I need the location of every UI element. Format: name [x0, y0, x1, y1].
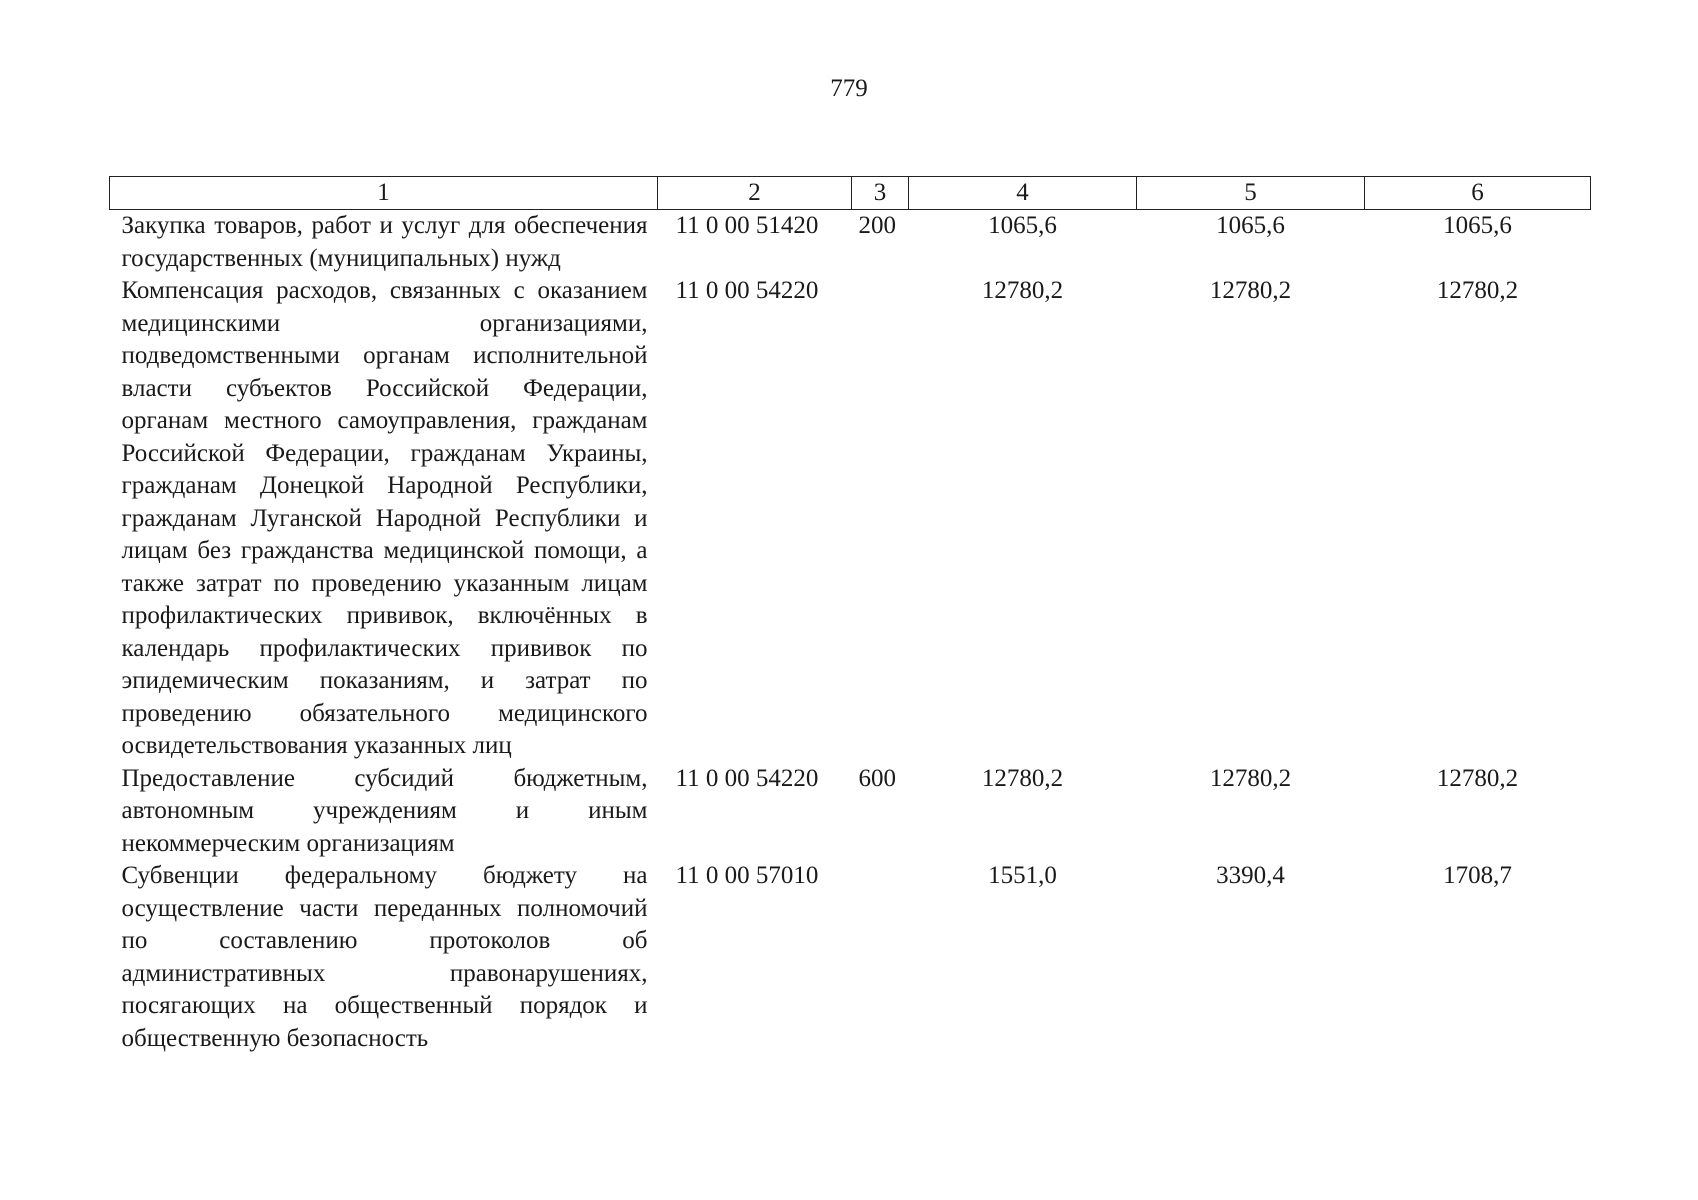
row-value-col4: 12780,2	[981, 277, 1064, 304]
page-number: 779	[830, 75, 868, 102]
table-row	[110, 210, 1591, 276]
row-expense-type: 600	[858, 764, 896, 792]
row-name: Закупка товаров, работ и услуг для обеспечения государственных (муниципальных) нужд	[121, 212, 648, 272]
row-expense-type	[852, 860, 909, 1055]
table-row	[110, 763, 1591, 861]
row-name: Компенсация расходов, связанных с оказанием медицинскими организациями, подведомственными органам исполнительной власти субъектов Российской Федерации, органам местного самоуправления, гражданам Российской Федерации, гражданам Украины, гражданам Донецкой Народной Республики, гражданам Луганской Народной Республики и лицам без гражданства медицинской помощи, а также затрат по проведению указанным лицам профилактических прививок, включённых в календарь профилактических прививок по эпидемическим показаниям, и затрат по проведению обязательного медицинского освидетельствования указанных лиц	[121, 277, 648, 759]
table-row	[110, 275, 1591, 763]
row-expense-type	[852, 275, 909, 763]
row-value-col5: 1065,6	[1216, 212, 1285, 239]
row-value-col4: 1551,0	[988, 862, 1057, 889]
row-code: 11 0 00 54220	[675, 277, 819, 304]
column-header: 1	[110, 177, 658, 210]
budget-table	[109, 176, 1591, 1055]
row-code: 11 0 00 54220	[675, 764, 819, 792]
column-header: 6	[1365, 177, 1591, 210]
row-code: 11 0 00 57010	[675, 862, 819, 889]
row-name: Предоставление субсидий бюджетным, автономным учреждениям и иным некоммерческим организациям	[121, 764, 648, 857]
row-code: 11 0 00 51420	[675, 212, 819, 239]
row-value-col5: 12780,2	[1209, 277, 1292, 304]
column-header: 4	[909, 177, 1137, 210]
row-expense-type: 200	[858, 212, 896, 239]
row-value-col4: 1065,6	[988, 212, 1057, 239]
row-value-col6: 12780,2	[1436, 277, 1519, 304]
table-row	[110, 860, 1591, 1055]
column-header: 3	[852, 177, 909, 210]
row-value-col5: 12780,2	[1209, 764, 1292, 792]
row-value-col5: 3390,4	[1216, 862, 1285, 889]
row-value-col6: 12780,2	[1436, 764, 1519, 792]
column-header: 5	[1137, 177, 1365, 210]
row-value-col6: 1708,7	[1443, 862, 1512, 889]
column-header: 2	[658, 177, 852, 210]
row-value-col4: 12780,2	[981, 764, 1064, 792]
row-name: Субвенции федеральному бюджету на осуществление части переданных полномочий по составлению протоколов об административных правонарушениях, посягающих на общественный порядок и общественную безопасность	[121, 862, 648, 1052]
row-value-col6: 1065,6	[1443, 212, 1512, 239]
table-header-row	[110, 177, 1591, 210]
